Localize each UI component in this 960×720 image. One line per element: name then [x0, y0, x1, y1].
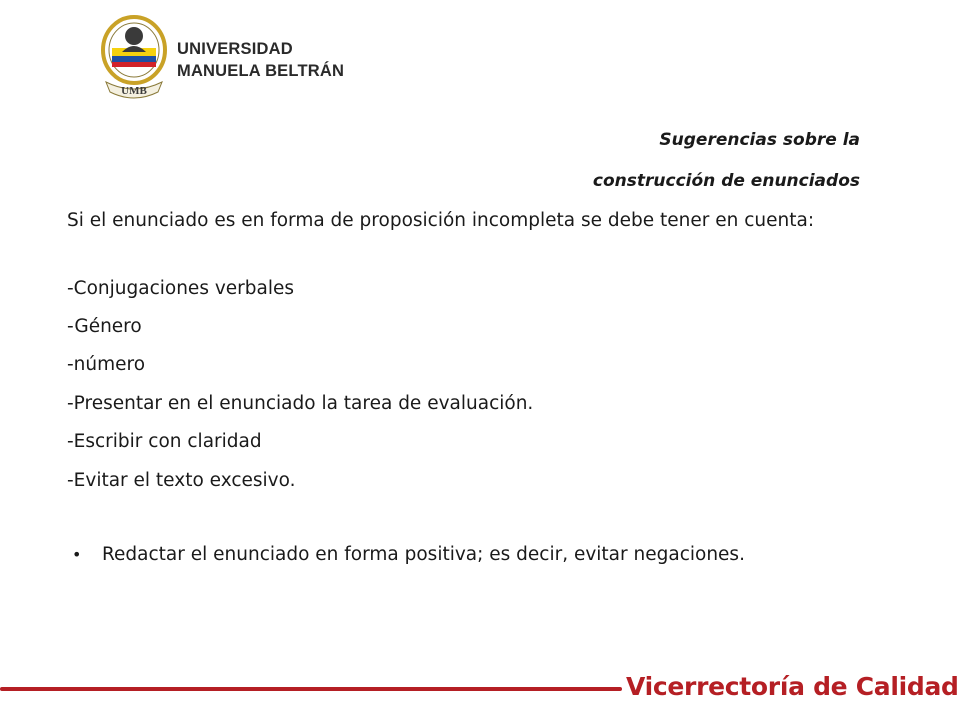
university-logo	[100, 12, 345, 104]
bullet-text: Redactar el enunciado en forma positiva; es decir, evitar negaciones.	[102, 544, 745, 565]
intro-paragraph: Si el enunciado es en forma de proposición incompleta se debe tener en cuenta:	[67, 210, 815, 231]
list-item: -Evitar el texto excesivo.	[67, 470, 296, 491]
title-line-1: Sugerencias sobre la	[659, 130, 860, 150]
list-item: -Conjugaciones verbales	[67, 278, 295, 299]
list-item: -número	[67, 354, 146, 375]
university-seal-icon	[100, 12, 170, 102]
footer-divider	[0, 687, 622, 691]
bullet-dot-icon: •	[72, 545, 82, 564]
logo-text	[177, 38, 344, 82]
list-item: -Escribir con claridad	[67, 431, 262, 452]
logo-line-2: MANUELA BELTRÁN	[177, 62, 345, 80]
logo-line-1: UNIVERSIDAD	[177, 40, 293, 58]
list-item: -Presentar en el enunciado la tarea de evaluación.	[67, 393, 534, 414]
bullet-item	[72, 544, 745, 565]
title-line-2: construcción de enunciados	[592, 171, 860, 191]
seal-label: UMB	[121, 85, 147, 97]
list-item: -Género	[67, 316, 142, 337]
footer-title: Vicerrectoría de Calidad	[626, 672, 959, 701]
